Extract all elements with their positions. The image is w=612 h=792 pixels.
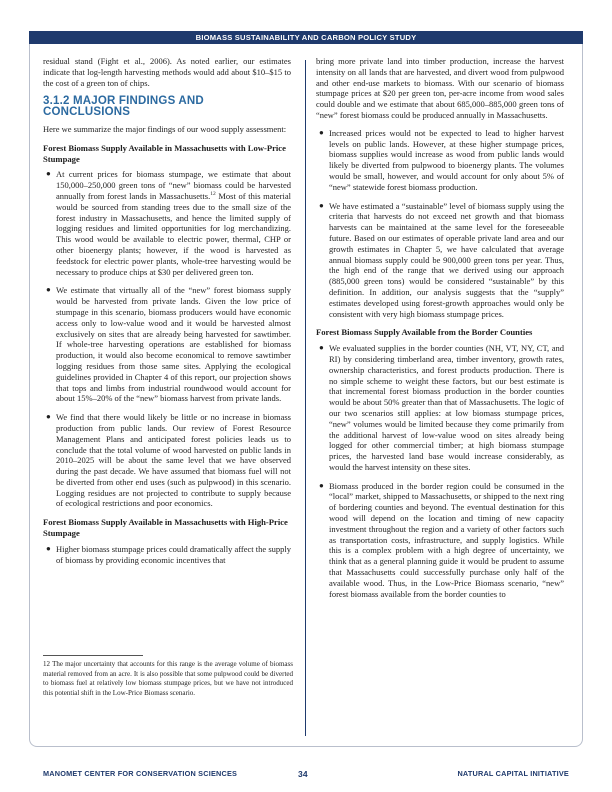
list-item [43,169,291,277]
bullet-text: Increased prices would not be expected to lead to higher harvest levels on public lands. However, at these higher stumpage prices, biomass supplies would increase as wood from public lands would likely be diverted from pulpwood to bioenergy plants. The volumes would be small, however, and would account for only about 5% of “new” statewide forest biomass production. [329,127,564,192]
bullet-list-high-price-cont [316,128,564,320]
bullet-icon: ● [319,480,324,490]
list-item [316,128,564,193]
list-item [316,343,564,473]
intro-paragraph: residual stand (Fight et al., 2006). As noted earlier, our estimates indicate that log-length harvesting methods would add about $10–$15 to the cost of a green ton of chips. [43,56,291,88]
bullet-text: We estimate that virtually all of the “new” forest biomass supply would be harvested from private lands. Given the low price of stumpage in this scenario, biomass producers would have economic access only to low-value wood and it would be harvested almost exclusively on sites that are already being harvested for sawtimber. If whole-tree harvesting operations are established for biomass production, it would also become economical to remove sawtimber logging residues from those same sites. Applying the ecological guidelines provided in Chapter 4 of this report, our projection shows that tops and limbs from industrial roundwood would account for about 15%–20% of the “new” biomass harvest from private lands. [56,285,291,404]
bullet-icon: ● [319,343,324,353]
bullet-text: We find that there would likely be little or no increase in biomass production from public lands. Our review of Forest Resource Management Plans and anticipated forest policies leads us to conclude that the total volume of wood harvested on public lands in 2010–2025 will be about the same level that we have observed during the past decade. We have assumed that biomass fuel will not be diverted from other end uses (such as pulpwood) in this scenario. Logging residues are not projected to contribute to supply because of ecological restrictions and poor economics. [56,412,291,509]
subheading-low-price: Forest Biomass Supply Available in Massachusetts with Low-Price Stumpage [43,142,286,164]
bullet-icon: ● [319,200,324,210]
bullet-text: At current prices for biomass stumpage, we estimate that about 150,000–250,000 green tons of “new” biomass could be harvested annually from forest lands in Massachusetts. [56,169,291,201]
bullet-text: We have estimated a “sustainable” level of biomass supply using the criteria that harvests do not exceed net growth and that biomass harvests can be maintained at the same level for the foreseeable future. Based on our estimates of operable private land area and our growth estimates in Chapter 5, we have calculated that average annual biomass supply could be 900,000 green tons per year. Thus, the high end of the range that we derived using our approach (885,000 green tons) would be considered “sustainable” by this definition. In addition, our analysis suggests that the “supply” estimates developed using forest-growth approaches would only be consistent with very high biomass stumpage prices. [329,200,564,319]
list-item [43,412,291,509]
footer-org: MANOMET CENTER FOR CONSERVATION SCIENCES [43,769,238,778]
bullet-list-border [316,343,564,599]
bullet-icon: ● [46,543,51,553]
bullet-icon: ● [319,127,324,137]
bullet-text-cont: Most of this material would be sourced from standing trees due to the small size of the forest industry in Massachusetts, and hence the limited supply of logging residues and limited opportunities for log merchandizing. This wood would be available to electric power, thermal, CHP or other bioenergy plants; however, if the wood is harvested as feedstock for electric power plants, whole-tree harvesting would be necessary to produce chips at $30 per delivered green ton. [56,190,291,277]
bullet-text: Higher biomass stumpage prices could dramatically affect the supply of biomass by providing economic incentives that [56,543,291,565]
list-item [316,201,564,320]
subheading-high-price: Forest Biomass Supply Available in Massachusetts with High-Price Stumpage [43,517,288,539]
section-heading: 3.1.2 MAJOR FINDINGS AND CONCLUSIONS [43,95,204,119]
list-item [43,544,291,566]
bullet-text: Biomass produced in the border region could be consumed in the “local” market, shipped to Massachusetts, or shipped to the next ring of bordering counties and beyond. The eventual destination for this wood will depend on the location and timing of new capacity investment throughout the region and a variety of other factors such as transportation costs, infrastructure, and supply logistics. While this is a complex problem with a high degree of uncertainty, we think that as a general planning guide it would be prudent to assume that Massachusetts could successfully purchase only half of the available wood. Thus, in the Low-Price Biomass scenario, “new” forest biomass available from the border counties to [329,480,564,599]
bullet-text: We evaluated supplies in the border counties (NH, VT, NY, CT, and RI) by considering timberland area, timber inventory, growth rates, ownership characteristics, and forest products production. There is no simple scheme to weight these factors, but our best estimate is that incremental forest biomass production in the border counties would be about 50% greater than that of Massachusetts. The logic of our two scenarios still applies: at low biomass stumpage prices, “new” volumes would be limited because they come primarily from the additional harvest of low-value wood on sites already being logged for other commercial timber; at high biomass stumpage prices, the harvested land base would increase considerably, as would the harvest intensity on these sites. [329,343,564,472]
bullet-icon: ● [46,169,51,179]
right-column [316,56,564,607]
running-header: BIOMASS SUSTAINABILITY AND CARBON POLICY STUDY [29,31,583,44]
bullet-icon: ● [46,285,51,295]
footnote: 12 The major uncertainty that accounts for this range is the average volume of biomass material removed from an acre. It is also possible that some pulpwood could be diverted to biomass fuel at relatively low biomass stumpage prices, but we have not introduced this potential shift in the Low-Price Biomass scenario. [43,660,293,697]
list-item [43,285,291,404]
bullet-list-high-price [43,544,291,566]
continuation-paragraph: bring more private land into timber production, increase the harvest intensity on all lands that are harvested, and divert wood from pulpwood and other end-use markets to biomass. With our scenario of biomass stumpage prices at $20 per green ton, per-acre income from wood sales could double and we estimate that about 685,000–885,000 green tons of “new” forest biomass could be produced annually in Massachusetts. [316,56,564,120]
list-item [316,481,564,600]
footnote-rule [43,655,143,656]
subheading-border-counties: Forest Biomass Supply Available from the Border Counties [316,327,533,338]
footer-initiative: NATURAL CAPITAL INITIATIVE [457,769,569,778]
bullet-list-low-price [43,169,291,509]
bullet-icon: ● [46,412,51,422]
left-column [43,56,291,573]
column-divider [305,60,306,736]
section-intro: Here we summarize the major findings of our wood supply assessment: [43,123,287,134]
page-number: 34 [298,769,308,779]
footnote-ref[interactable]: 12 [210,191,216,198]
